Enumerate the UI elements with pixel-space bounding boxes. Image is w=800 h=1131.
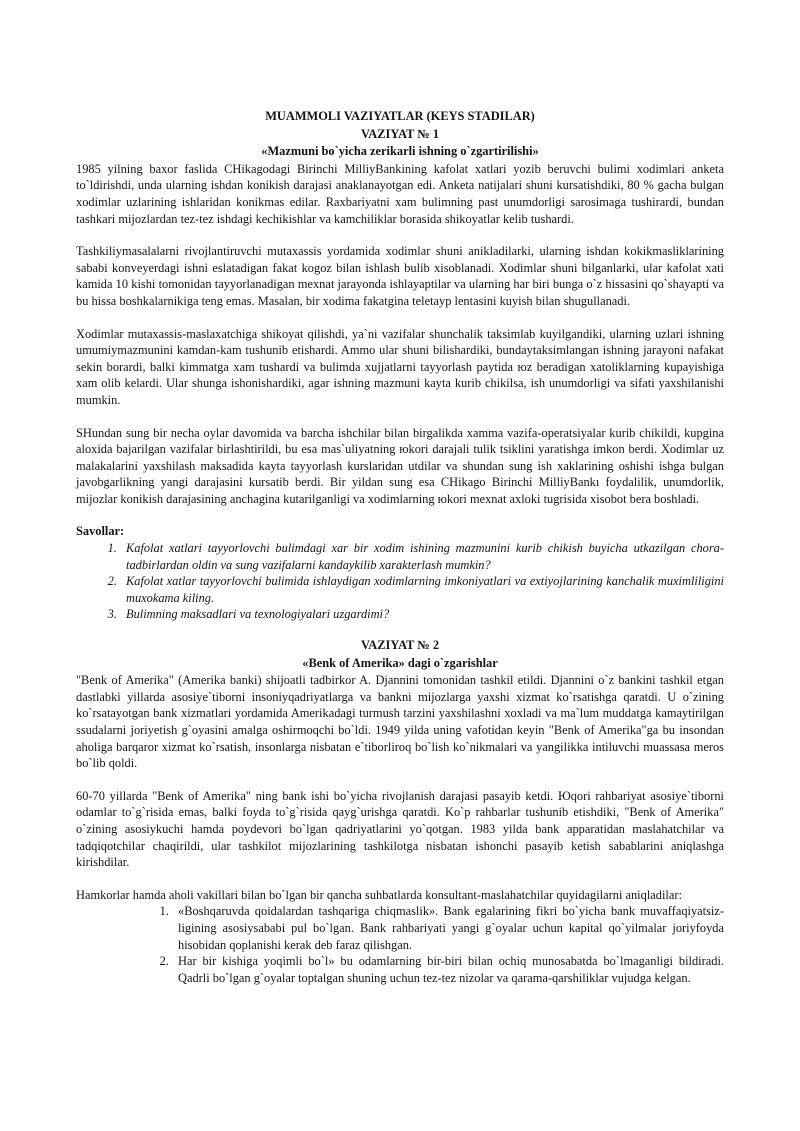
questions-list (76, 540, 724, 623)
finding-item: 1. «Boshqaruvda qoidalardan tashqariga chiqmaslik». Bank egalarining fikri bo`yicha bank muvaffaqiyatsiz-ligining asosiysababi pul bo`lgan. Bank rahbariyati yangi g`oyalar uchun kapital qo`yilmalar joriyfoyda hisobidan qoplanishi kerak deb faraz qilishgan. (172, 903, 724, 953)
case1-paragraph: Xodimlar mutaxassis-maslaxatchiga shikoyat qilishdi, ya`ni vazifalar shunchalik taksimlab kuyilgandiki, ularning uzlari ishning umumiymazmunini kamdan-kam tushunib etishardi. Ammo ular shuni bilishardiki, bundaytaksimlangan ishning jarayoni nafakat sekin borardi, balki kimmatga xam tushardi va bulimda xujjatlarni tayyorlash paytida юz beradigan xatoliklarning kupayishiga xam olib kelardi. Ular shunga ishonishardiki, agar ishning mazmuni kayta kurib chikilsa, ish unumdorligi va sifati yaxshilanishi mumkin. (76, 326, 724, 407)
question-item: 3. Bulimning maksadlari va texnologiyalari uzgardimi? (120, 606, 724, 623)
case2-paragraph: 60-70 yillarda "Benk of Amerika" ning bank ishi bo`yicha rivojlanish darajasi pasayib ketdi. Юqori rahbariyat asosiye`tiborni odamlar to`g`risida emas, balki foyda to`g`risida qayg`urishga qaratdi. Ko`p rahbarlar tushunib etishdiki, "Benk of Amerika" o`zining asosiykuchi hamda poydevori bo`lgan qadriyatlarini yo`qotgan. 1983 yilda bank apparatidan maslahatchilar va tadqiqotchilar chaqirildi, ular tashkilot mijozlarining tashkilotga nisbatan ishonchi pasayib ketish sabablarini aniqlashga kirishdilar. (76, 788, 724, 870)
case1-paragraph: Tashkiliymasalalarni rivojlantiruvchi mutaxassis yordamida xodimlar shuni anikladilarki, ularning ishdan kokikmasliklarining sababi konveyerdagi ishni eslatadigan fakat kogoz bilan ishlash bulib xisoblanadi. Xodimlar shuni bilganlarki, ular kafolat xati kamida 10 kishi tomonidan tayyorlanadigan mexnat jarayonda ishlayaptilar va ularning har biri bunga o`z hissasini qo`shayapti va bu hissa boshkalarnikiga teng emas. Masalan, bir xodima fakatgina teletayp lentasini kuyish bilan shugullanadi. (76, 244, 724, 308)
document-title: MUAMMOLI VAZIYATLAR (KEYS STADILAR) (265, 109, 535, 123)
case2-subtitle: «Benk of Amerika» dagi o`zgarishlar (302, 655, 498, 670)
case1-heading: VAZIYAT № 1 (360, 126, 440, 141)
case2-heading: VAZIYAT № 2 (360, 638, 440, 653)
case1-paragraph: SHundan sung bir necha oylar davomida va barcha ishchilar bilan birgalikda xamma vazifa-operatsiyalar kurib chikildi, kupgina aloxida bajarilgan vazifalar birlashtirildi, bu esa mas`uliyatning юkori darajali tulik tsiklini yaratishga imkon berdi. Xodimlar uz malakalarini yaxshilash maksadida kayta tayyorlash kurslaridan utdilar va shundan sung ish xaklarining oshishi ishga bulgan javobgarlikning yangi darajasini kursatib berdi. Bir yildan sung esa CHikago Birinchi MilliyBankı foydalilik, unumdorlik, mijozlar konikish darajasining anchagina kutarilganligi va xodimlarning юkori mexnat axloki tugrisida xisobot bera boshladi. (76, 425, 724, 506)
case1-subtitle: «Mazmuni bo`yicha zerikarli ishning o`zgartirilishi» (261, 144, 539, 159)
questions-title: Savollar: (76, 524, 125, 539)
case1-paragraph: 1985 yilning baxor faslida CHikagodagi Birinchi MilliyBankining kafolat xatlari yozib beruvchi bulimi xodimlari anketa to`ldirishdi, unda ularning ishdan konikish darajasi anaklanayotgan edi. Anketa natijalari shuni kursatishdiki, 80 % gacha bulgan xodimlar uzlarining ishlaridan konikmas edilar. Raxbariyatni xam bulimning past unumdorligi sarosimaga tushirardi, bundan tashkari mijozlardan tez-tez ishdagi kechikishlar va kamchiliklar borasida shikoyatlar kelib tushardi. (76, 161, 724, 226)
findings-list (76, 903, 724, 986)
case2-paragraph: Hamkorlar hamda aholi vakillari bilan bo`lgan bir qancha suhbatlarda konsultant-maslahatchilar quyidagilarni aniqladilar: (76, 887, 682, 902)
case2-paragraph: "Benk of Amerika" (Amerika banki) shijoatli tadbirkor A. Djannini tomonidan tashkil etildi. Djannini o`z bankini tashkil etgan dastlabki yillarda asosiye`tiborni insoniyqadriyatlarga va bankni mijozlarga yaxshi xizmat ko`rsatishga qaratdi. U o`zining ko`rsatayotgan bank xizmatlari yordamida Amerikadagi turmush tarzini yaxshilashni xoxladi va ma`lum muddatga kamaytirilgan ssudalarni joriyetish g`oyasini amalga oshirmoqchi bo`ldi. 1949 yilda uning vafotidan keyin "Benk of Amerika"ga bu insondan aholiga barqaror xizmat ko`rsatish, insonlarga nisbatan e`tiborliroq bo`lish ko`nikmalari va yangilikka intiluvchi muassasa meros bo`lib qoldi. (76, 673, 724, 771)
question-item: 1. Kafolat xatlari tayyorlovchi bulimdagi xar bir xodim ishining mazmunini kurib chikish buyicha utkazilgan chora-tadbirlardan oldin va sung vazifalarni kandaykilib xarakterlash mumkin? (120, 540, 724, 573)
question-item: 2. Kafolat xatlar tayyorlovchi bulimida ishlaydigan xodimlarning imkoniyatlari va extiyojlarining kanchalik muximliligini muxokama kiling. (120, 573, 724, 606)
finding-item: 2. Har bir kishiga yoqimli bo`l» bu odamlarning bir-biri bilan ochiq munosabatda bo`lmaganligi bildiradi. Qadrli bo`lgan g`oyalar toptalgan shuning uchun tez-tez nizolar va qarama-qarshiliklar vujudga kelgan. (172, 953, 724, 986)
document-body (76, 108, 724, 986)
